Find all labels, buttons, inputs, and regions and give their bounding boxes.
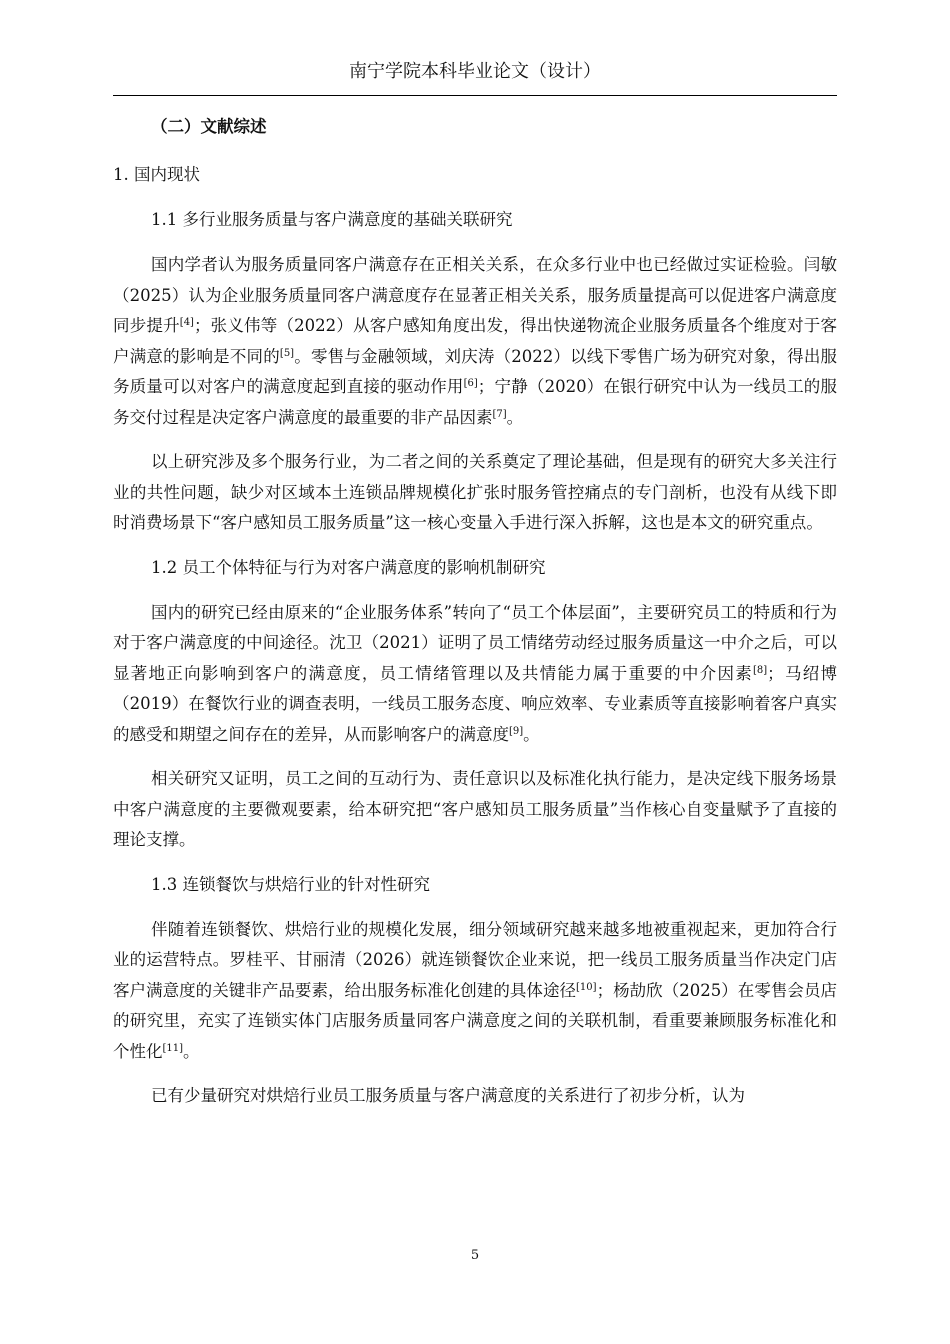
text-run: 。 [183,1041,200,1061]
citation: [11] [162,1042,184,1054]
subheading-1-3: 1.3 连锁餐饮与烘焙行业的针对性研究 [151,874,430,894]
paragraph: 以上研究涉及多个服务行业，为二者之间的关系奠定了理论基础，但是现有的研究大多关注行业的共性问题，缺少对区域本土连锁品牌规模化扩张时服务管控痛点的专门剖析，也没有从线下即时消费场景下“客户感知员工服务质量”这一核心变量入手进行深入拆解，这也是本文的研究重点。 [113,452,837,532]
citation: [7] [492,408,507,420]
header-title: 南宁学院本科毕业论文（设计） [349,61,601,82]
citation: [9] [509,725,524,737]
text-run: ；张义伟等（2022）从客户感知角度出发，得出快递物流企业服务质量各个维度对于客户满意的影响是不同的 [113,316,838,366]
citation: [6] [463,378,478,389]
paragraph [113,250,837,433]
paragraph [113,598,837,751]
document-body [113,112,837,1126]
text-run: 伴随着连锁餐饮、烘焙行业的规模化发展，细分领域研究越来越多地被重视起来，更加符合行业的运营特点。罗桂平、甘丽清（2026）就连锁餐饮企业来说，把一线员工服务质量当作决定门店客户满意度的关键非产品要素，给出服务标准化创建的具体途径 [113,919,837,1000]
text-run: ；杨劼欣（2025）在零售会员店的研究里，充实了连锁实体门店服务质量同客户满意度之间的关联机制，看重要兼顾服务标准化和个性化 [113,980,837,1061]
text-run: 。 [523,724,540,744]
page-number: 5 [470,1248,480,1263]
paragraph [113,915,837,1068]
citation: [4] [179,317,194,328]
page-header [113,60,837,96]
text-run: 。零售与金融领域，刘庆涛（2022）以线下零售广场为研究对象，得出服务质量可以对客户的满意度起到直接的驱动作用 [113,346,838,396]
section-title: （二）文献综述 [151,117,267,136]
subheading-1-2: 1.2 员工个体特征与行为对客户满意度的影响机制研究 [151,557,546,577]
citation: [5] [279,347,295,359]
citation: [8] [753,664,768,676]
heading-domestic-status: 1. 国内现状 [113,165,200,184]
paragraph: 已有少量研究对烘焙行业员工服务质量与客户满意度的关系进行了初步分析，认为 [151,1086,745,1105]
text-run: ；宁静（2020）在银行研究中认为一线员工的服务交付过程是决定客户满意度的最重要的非产品因素 [113,377,838,427]
text-run: 。 [506,407,524,427]
text-run: 国内学者认为服务质量同客户满意存在正相关关系，在众多行业中也已经做过实证检验。闫敏（2025）认为企业服务质量同客户满意度存在显著正相关关系，服务质量提高可以促进客户满意度同步提升 [113,255,837,335]
subheading-1-1: 1.1 多行业服务质量与客户满意度的基础关联研究 [151,210,513,229]
text-run: ；马绍博（2019）在餐饮行业的调查表明，一线员工服务态度、响应效率、专业素质等直接影响着客户真实的感受和期望之间存在的差异，从而影响客户的满意度 [113,663,838,744]
citation: [10] [576,981,597,993]
text-run: 国内的研究已经由原来的“企业服务体系”转向了“员工个体层面”，主要研究员工的特质和行为对于客户满意度的中间途径。沈卫（2021）证明了员工情绪劳动经过服务质量这一中介之后，可以显著地正向影响到客户的满意度，员工情绪管理以及共情能力属于重要的中介因素 [113,602,837,683]
paragraph: 相关研究又证明，员工之间的互动行为、责任意识以及标准化执行能力，是决定线下服务场景中客户满意度的主要微观要素，给本研究把“客户感知员工服务质量”当作核心自变量赋予了直接的理论支撑。 [113,769,837,849]
